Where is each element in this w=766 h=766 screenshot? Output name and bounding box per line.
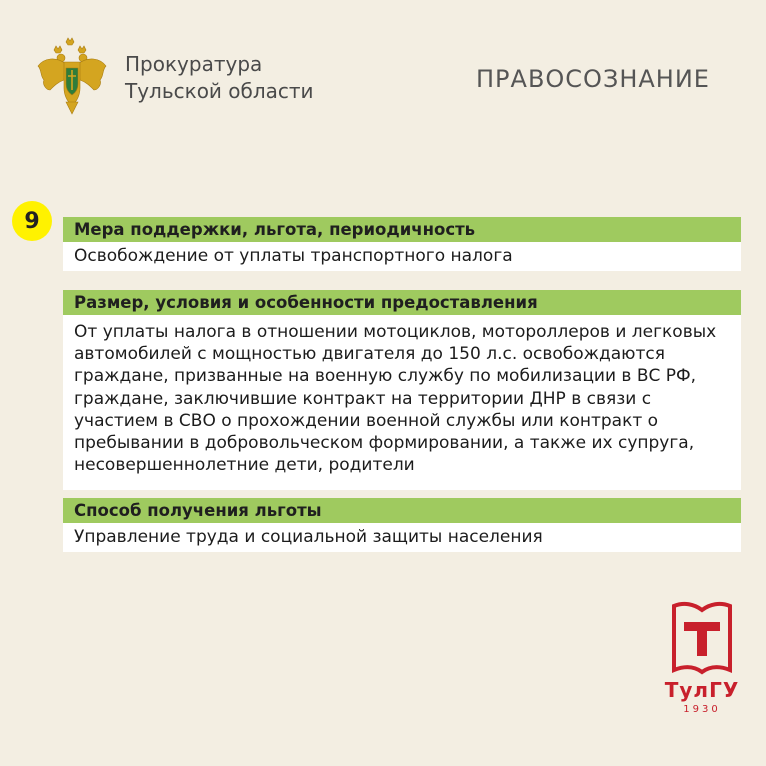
tulgu-book-icon <box>660 600 744 678</box>
body-line: граждане, заключившие контракт на территории ДНР в связи с <box>74 388 652 409</box>
section-header: Способ получения льготы <box>63 498 741 523</box>
section-header: Размер, условия и особенности предоставления <box>63 290 741 315</box>
tulgu-year: 1930 <box>683 704 721 715</box>
prosecutor-emblem-icon <box>36 36 108 116</box>
body-line: пребывании в добровольческом формировании, а также их супруга, <box>74 433 695 454</box>
section-support-measure <box>63 217 741 271</box>
body-line: автомобилей с мощностью двигателя до 150 л.с. освобождаются <box>74 344 665 365</box>
section-body: Освобождение от уплаты транспортного налога <box>63 242 741 271</box>
organization-name <box>125 51 314 105</box>
tulgu-name: ТулГУ <box>664 678 740 702</box>
section-conditions <box>63 290 741 490</box>
section-body <box>63 315 741 490</box>
item-number-badge: 9 <box>12 201 52 241</box>
body-line: участием в СВО о прохождении военной службы или контракт о <box>74 410 659 431</box>
body-line: граждане, призванные на военную службу по мобилизации в ВС РФ, <box>74 366 697 387</box>
body-line: От уплаты налога в отношении мотоциклов, мотороллеров и легковых <box>74 322 717 342</box>
org-name-line1: Прокуратура <box>125 52 263 76</box>
tulgu-logo <box>660 600 744 720</box>
section-header: Мера поддержки, льгота, периодичность <box>63 217 741 242</box>
rubric-title: ПРАВОСОЗНАНИЕ <box>476 65 710 93</box>
section-body: Управление труда и социальной защиты населения <box>63 523 741 552</box>
section-how-to-get <box>63 498 741 552</box>
org-name-line2: Тульской области <box>125 79 314 103</box>
body-line: несовершеннолетние дети, родители <box>74 455 415 476</box>
